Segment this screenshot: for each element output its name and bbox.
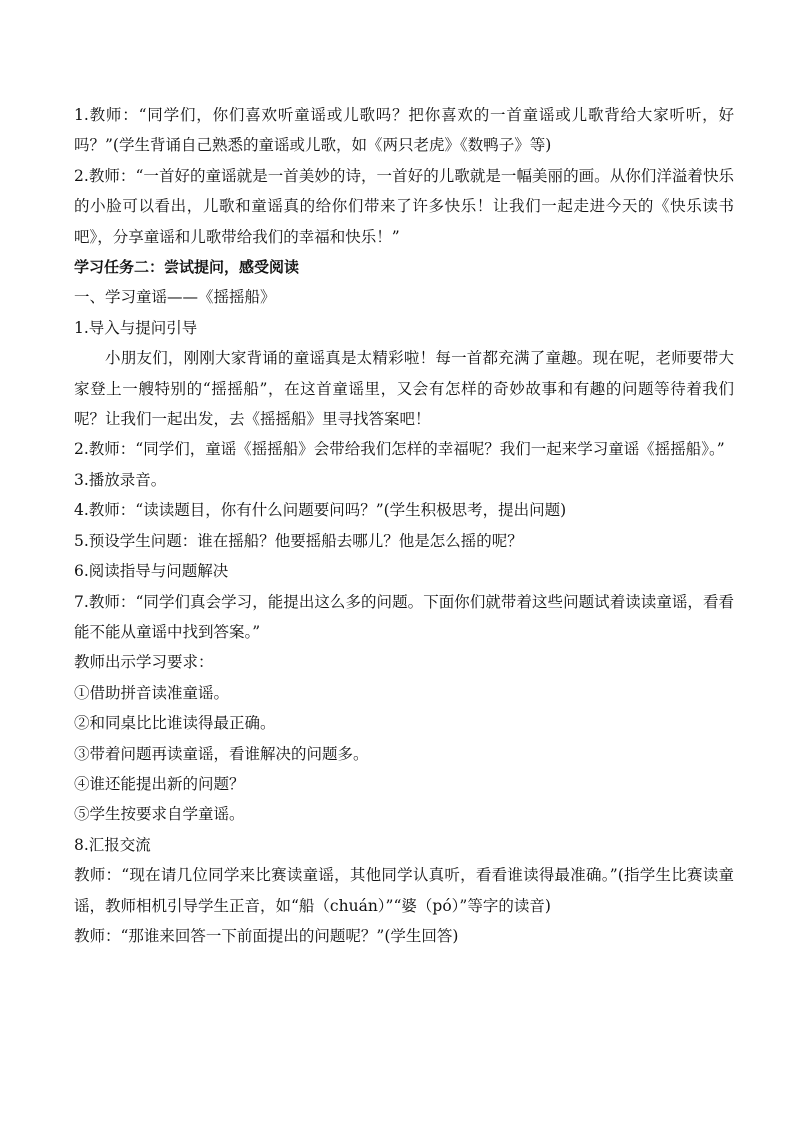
paragraph-reading-contest: 教师：“现在请几位同学来比赛读童谣，其他同学认真听，看看谁读得最准确。”(指学生比赛读童谣，教师相机引导学生正音，如“船（chuán）”“婆（pó）”等字的读音)	[74, 866, 734, 915]
list-item-requirement-2: ②和同桌比比谁读得最正确。	[74, 714, 276, 733]
paragraph-intro-question: 1.教师：“同学们，你们喜欢听童谣或儿歌吗？把你喜欢的一首童谣或儿歌背给大家听听，好吗？”(学生背诵自己熟悉的童谣或儿歌，如《两只老虎》《数鸭子》等)	[74, 106, 734, 155]
subsection-heading-rhyme: 一、学习童谣——《摇摇船》	[74, 288, 276, 307]
list-item-requirement-4: ④谁还能提出新的问题？	[74, 774, 245, 793]
paragraph-requirements-label: 教师出示学习要求：	[74, 653, 214, 672]
section-heading-task-two: 学习任务二：尝试提问，感受阅读	[74, 258, 300, 277]
paragraph-answer-questions: 教师：“那谁来回答一下前面提出的问题呢？”(学生回答)	[74, 926, 459, 945]
paragraph-intro-poem: 2.教师：“一首好的童谣就是一首美妙的诗，一首好的儿歌就是一幅美丽的画。从你们洋溢着快乐的小脸可以看出，儿歌和童谣真的给你们带来了许多快乐！让我们一起走进今天的《快乐读书吧》，分享童谣和儿歌带给我们的幸福和快乐！”	[74, 166, 734, 246]
step-heading-report: 8.汇报交流	[74, 835, 151, 854]
list-item-requirement-5: ⑤学生按要求自学童谣。	[74, 805, 245, 824]
paragraph-play-recording: 3.播放录音。	[74, 470, 167, 489]
paragraph-read-title: 4.教师：“读读题目，你有什么问题要问吗？”(学生积极思考，提出问题)	[74, 501, 567, 520]
paragraph-teacher-rhyme: 2.教师：“同学们，童谣《摇摇船》会带给我们怎样的幸福呢？我们一起来学习童谣《摇摇船》。”	[74, 440, 725, 459]
list-item-requirement-3: ③带着问题再读童谣，看谁解决的问题多。	[74, 744, 369, 763]
step-heading-intro: 1.导入与提问引导	[74, 318, 198, 337]
paragraph-teacher-praise: 7.教师：“同学们真会学习，能提出这么多的问题。下面你们就带着这些问题试着读读童谣，看看能不能从童谣中找到答案。”	[74, 592, 734, 641]
document-body	[74, 100, 734, 951]
paragraph-boat-intro: 小朋友们，刚刚大家背诵的童谣真是太精彩啦！每一首都充满了童趣。现在呢，老师要带大家登上一艘特别的“摇摇船”，在这首童谣里，又会有怎样的奇妙故事和有趣的问题等待着我们呢？让我们一起出发，去《摇摇船》里寻找答案吧！	[74, 349, 734, 429]
step-heading-reading: 6.阅读指导与问题解决	[74, 562, 229, 581]
list-item-requirement-1: ①借助拼音读准童谣。	[74, 683, 230, 702]
paragraph-preset-questions: 5.预设学生问题：谁在摇船？他要摇船去哪儿？他是怎么摇的呢？	[74, 531, 523, 550]
